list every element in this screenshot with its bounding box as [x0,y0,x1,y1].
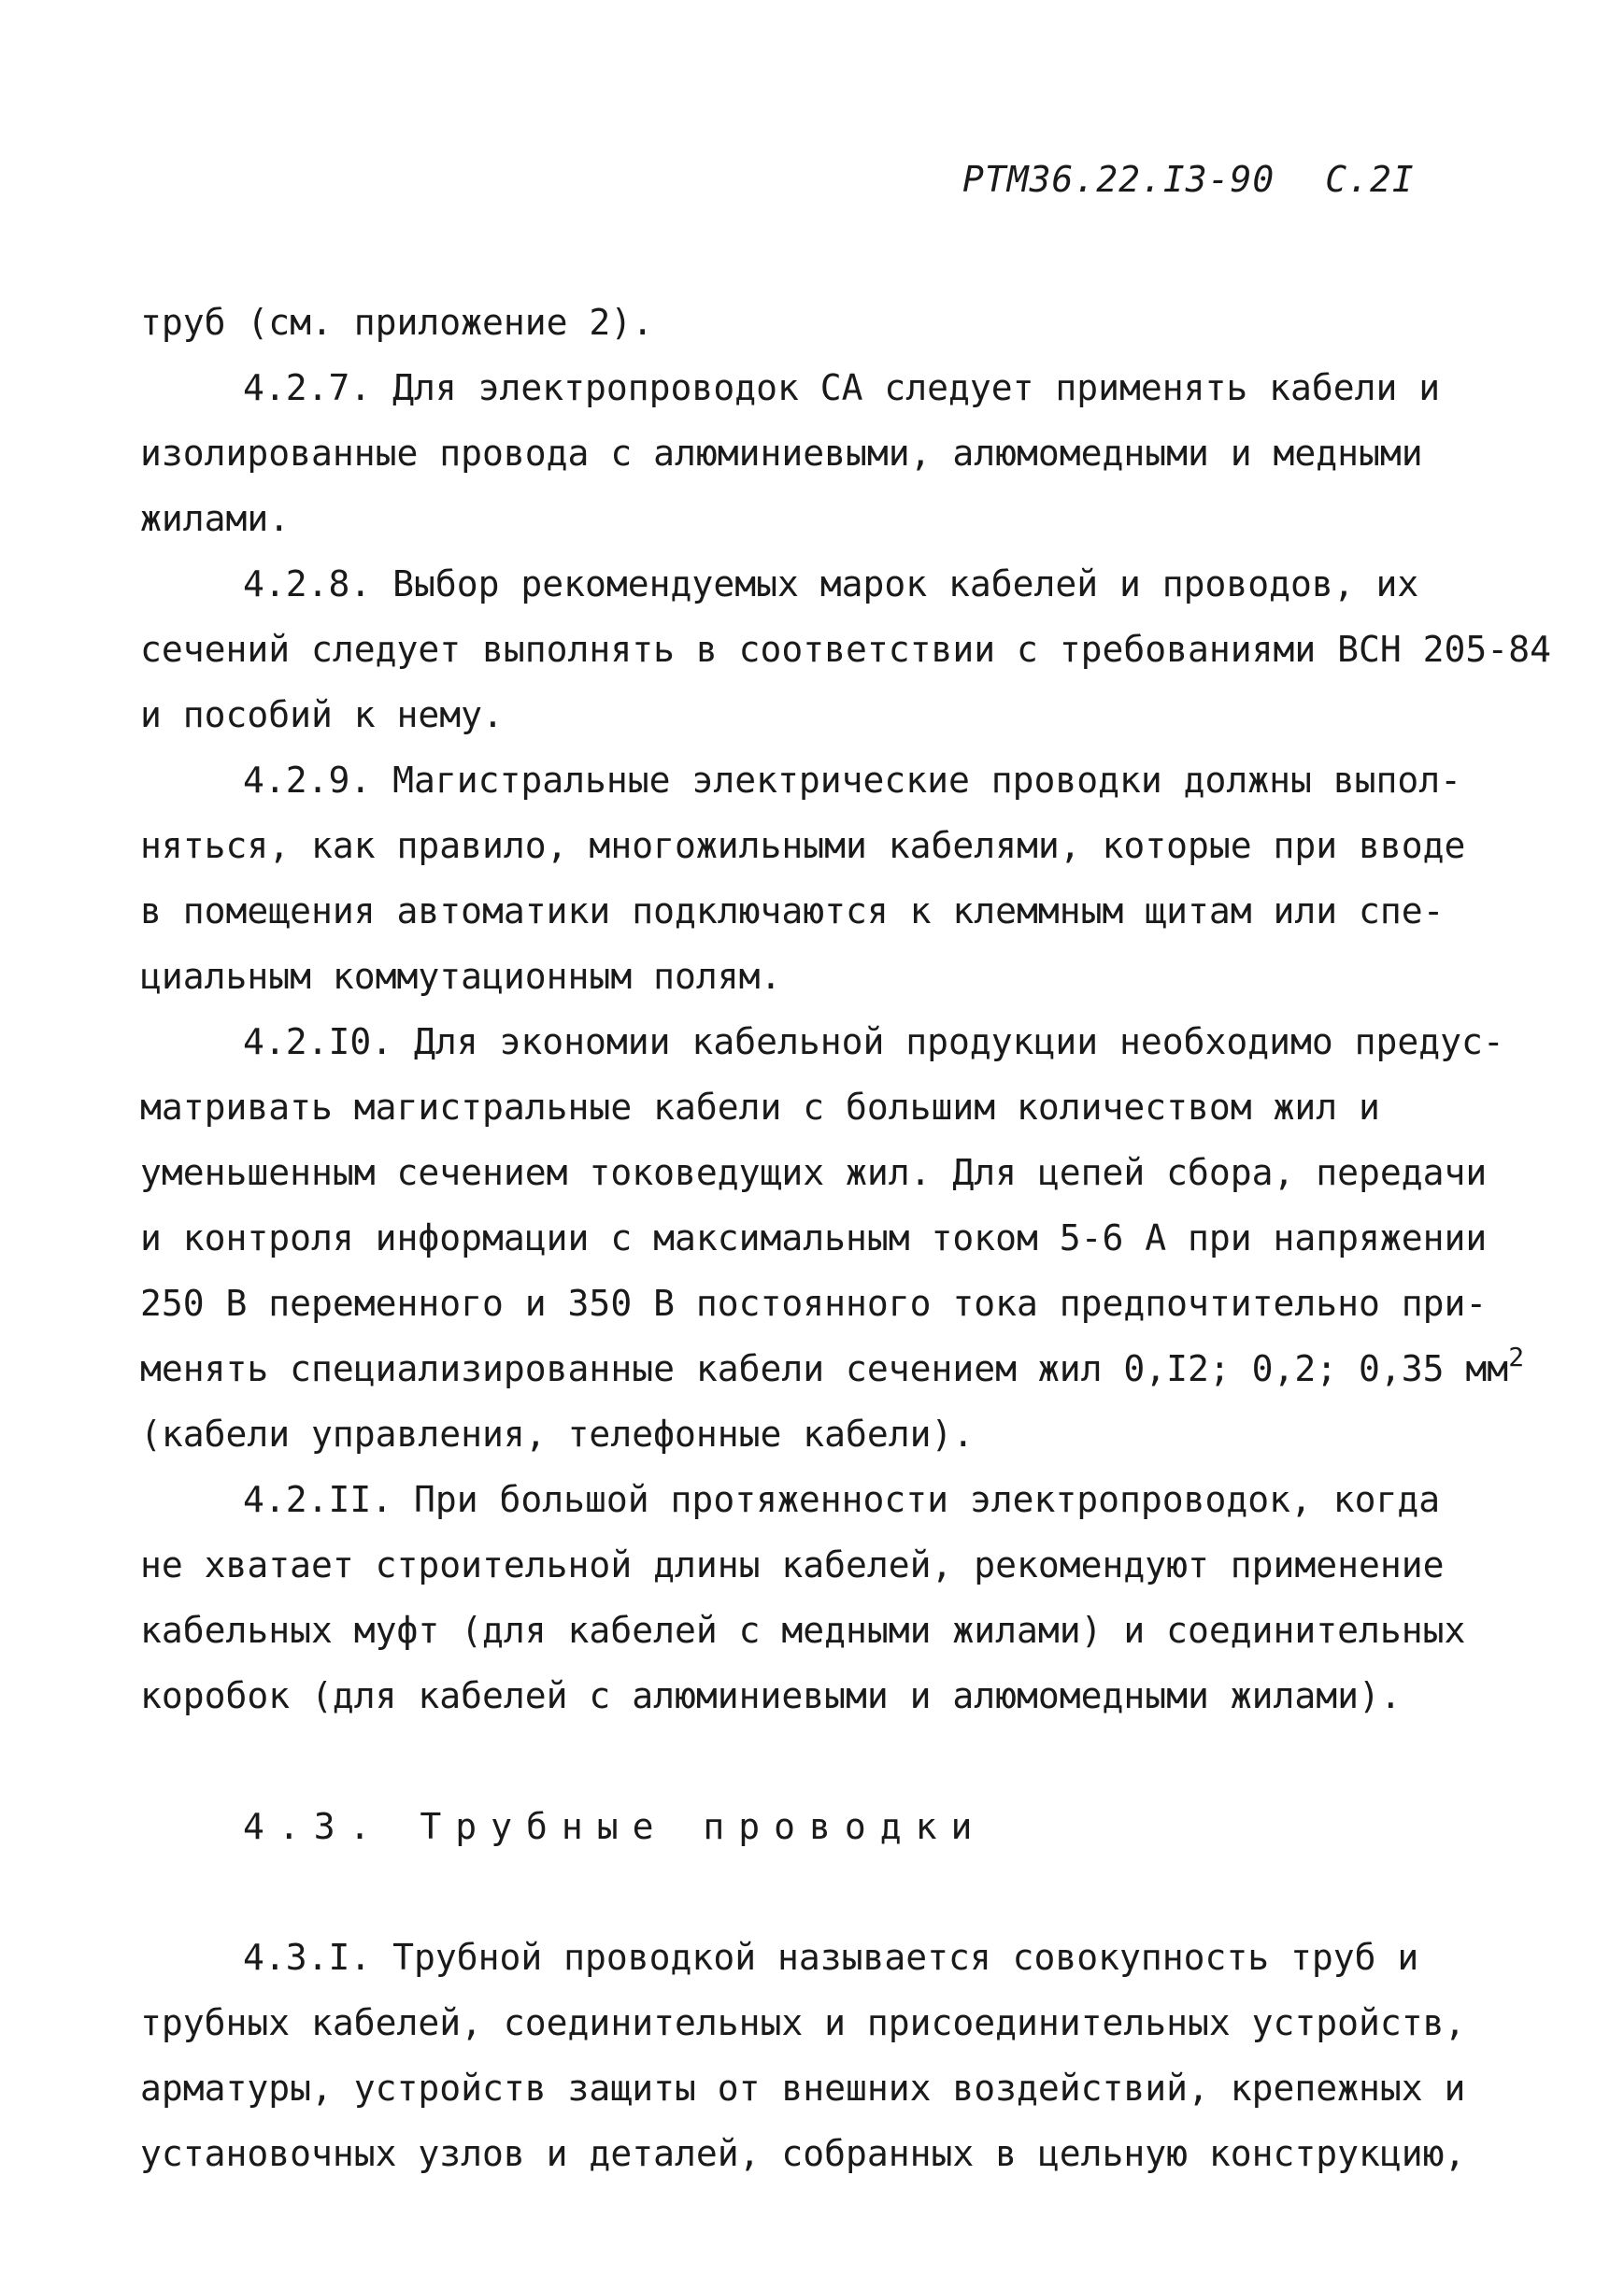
page-number: С.2I [1325,159,1415,200]
paragraph-4-2-11-line: 4.2.II. При большой протяженности электропроводок, когда [243,1479,1441,1520]
spacer [140,1728,1486,1794]
paragraph-4-3-1-line: 4.3.I. Трубной проводкой называется совокупность труб и [243,1937,1419,1978]
paragraph-4-2-7-line: изолированные провода с алюминиевыми, алюмомедными и медными [140,433,1423,474]
document-code: РТМ36.22.I3-90 [962,159,1275,200]
paragraph-4-2-8-line: сечений следует выполнять в соответствии с требованиями ВСН 205-84 [140,629,1551,670]
document-body [140,290,1551,2186]
paragraph-4-2-9-line: в помещения автоматики подключаются к клеммным щитам или спе- [140,890,1445,931]
line-text: менять специализированные кабели сечением жил 0,I2; 0,2; 0,35 мм [140,1348,1509,1389]
paragraph-4-2-8-line: и пособий к нему. [140,694,504,735]
paragraph-4-2-10-line-with-superscript [140,1336,1525,1401]
paragraph-4-2-8-line: 4.2.8. Выбор рекомендуемых марок кабелей и проводов, их [243,563,1419,604]
paragraph-4-2-7-line: 4.2.7. Для электропроводок СА следует применять кабели и [243,367,1441,408]
paragraph-4-2-11-line: не хватает строительной длины кабелей, рекомендуют применение [140,1544,1445,1585]
paragraph-4-2-7-line: жилами. [140,498,291,539]
paragraph-4-3-1-line: трубных кабелей, соединительных и присоединительных устройств, [140,2002,1466,2043]
superscript: 2 [1508,1342,1525,1372]
paragraph-4-2-9-line: няться, как правило, многожильными кабелями, которые при вводе [140,825,1466,866]
paragraph-4-2-10-line: 4.2.I0. Для экономии кабельной продукции необходимо предус- [243,1021,1504,1062]
paragraph-4-2-10-line: матривать магистральные кабели с большим количеством жил и [140,1087,1380,1128]
section-title: 4.3. Трубные проводки [243,1806,987,1847]
paragraph-4-2-10-line: уменьшенным сечением токоведущих жил. Для цепей сбора, передачи [140,1152,1488,1193]
page-header [962,159,1415,200]
paragraph-4-2-10-line: (кабели управления, телефонные кабели). [140,1414,975,1455]
paragraph-4-2-11-line: кабельных муфт (для кабелей с медными жилами) и соединительных [140,1610,1466,1651]
paragraph-4-2-11-line: коробок (для кабелей с алюминиевыми и алюмомедными жилами). [140,1675,1402,1716]
spacer [140,1859,1486,1925]
paragraph-4-2-9-line: 4.2.9. Магистральные электрические проводки должны выпол- [243,760,1462,801]
text-line: труб (см. приложение 2). [140,302,654,343]
paragraph-4-3-1-line: установочных узлов и деталей, собранных в цельную конструкцию, [140,2133,1466,2174]
paragraph-4-2-10-line: и контроля информации с максимальным током 5-6 А при напряжении [140,1217,1488,1258]
paragraph-4-2-9-line: циальным коммутационным полям. [140,956,782,997]
paragraph-4-2-10-line: 250 В переменного и 350 В постоянного тока предпочтительно при- [140,1283,1488,1324]
paragraph-4-3-1-line: арматуры, устройств защиты от внешних воздействий, крепежных и [140,2068,1466,2109]
